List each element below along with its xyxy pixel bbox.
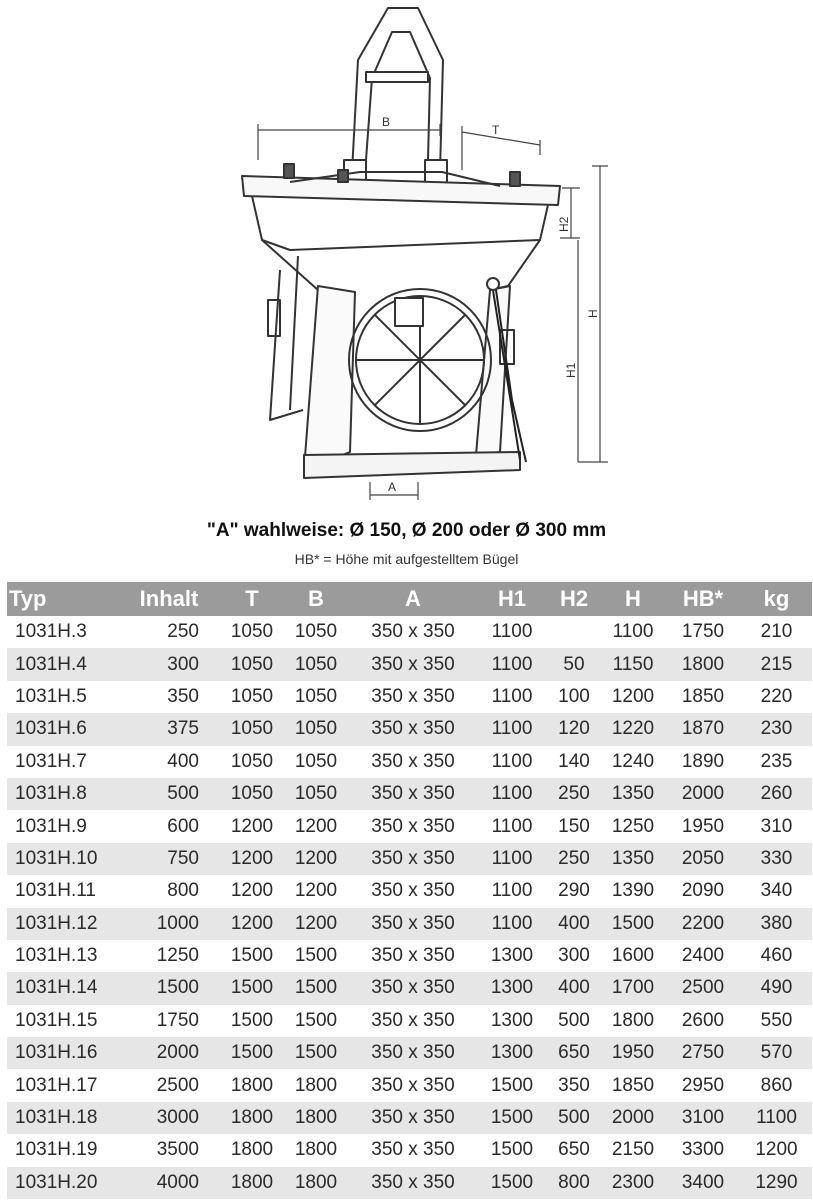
cell-inhalt: 600 xyxy=(167,815,199,837)
cell-hb: 2750 xyxy=(681,1042,725,1064)
cell-b: 1200 xyxy=(294,815,338,837)
cell-kg: 230 xyxy=(760,718,793,740)
cell-h2: 500 xyxy=(558,1009,590,1031)
cell-h: 1100 xyxy=(612,621,654,643)
cell-h1: 1100 xyxy=(491,783,533,805)
table-body xyxy=(7,616,812,1199)
cell-a: 350 x 350 xyxy=(371,1009,455,1031)
cell-h2: 140 xyxy=(558,750,590,772)
cell-inhalt: 750 xyxy=(167,847,199,869)
cell-t: 1200 xyxy=(230,880,274,902)
cell-inhalt: 2500 xyxy=(156,1074,199,1096)
cell-inhalt: 500 xyxy=(167,783,199,805)
cell-t: 1050 xyxy=(230,750,274,772)
cell-hb: 1850 xyxy=(681,685,725,707)
cell-b: 1050 xyxy=(294,718,338,740)
cell-hb: 2050 xyxy=(681,847,725,869)
cell-h: 2000 xyxy=(611,1107,655,1129)
cell-a: 350 x 350 xyxy=(371,815,455,837)
cell-kg: 330 xyxy=(760,847,793,869)
cell-h1: 1100 xyxy=(491,815,533,837)
cell-typ: 1031H.15 xyxy=(15,1009,98,1031)
table-row xyxy=(7,616,812,648)
cell-hb: 3100 xyxy=(681,1107,725,1129)
cell-h1: 1100 xyxy=(491,718,533,740)
cell-t: 1800 xyxy=(230,1139,274,1161)
cell-h: 1350 xyxy=(611,783,655,805)
cell-h2: 350 xyxy=(558,1074,590,1096)
cell-h: 1200 xyxy=(611,685,655,707)
cell-h1: 1100 xyxy=(491,653,533,675)
cell-h: 1220 xyxy=(611,718,655,740)
column-header-typ: Typ xyxy=(9,586,47,611)
cell-hb: 1750 xyxy=(681,621,725,643)
cell-inhalt: 300 xyxy=(167,653,199,675)
column-header-h2: H2 xyxy=(559,586,589,611)
cell-t: 1500 xyxy=(230,977,274,999)
cell-kg: 310 xyxy=(760,815,793,837)
cell-h: 1390 xyxy=(611,880,655,902)
cell-a: 350 x 350 xyxy=(371,945,455,967)
cell-typ: 1031H.11 xyxy=(15,880,96,902)
cell-hb: 2090 xyxy=(681,880,725,902)
table-row xyxy=(7,778,812,810)
column-header-b: B xyxy=(308,586,324,611)
cell-hb: 2000 xyxy=(681,783,725,805)
label-h1: H1 xyxy=(564,362,578,378)
cell-b: 1800 xyxy=(294,1107,338,1129)
cell-h1: 1100 xyxy=(491,912,533,934)
label-t: T xyxy=(492,123,500,137)
table-row xyxy=(7,681,812,713)
cell-inhalt: 250 xyxy=(167,621,199,643)
cell-t: 1200 xyxy=(230,912,274,934)
cell-t: 1200 xyxy=(230,815,274,837)
column-header-h1: H1 xyxy=(497,586,527,611)
cell-h2: 250 xyxy=(558,847,590,869)
cell-kg: 210 xyxy=(760,621,793,643)
cell-b: 1050 xyxy=(294,653,338,675)
column-header-h: H xyxy=(625,586,641,611)
cell-h: 2150 xyxy=(611,1139,655,1161)
cell-a: 350 x 350 xyxy=(371,847,455,869)
cell-a: 350 x 350 xyxy=(371,977,455,999)
cell-b: 1500 xyxy=(294,945,338,967)
cell-h2: 50 xyxy=(563,653,585,675)
hb-height-note: HB* = Höhe mit aufgestelltem Bügel xyxy=(294,551,519,567)
cell-typ: 1031H.16 xyxy=(15,1042,98,1064)
cell-h: 1500 xyxy=(611,912,655,934)
column-header-t: T xyxy=(245,586,259,611)
cell-typ: 1031H.20 xyxy=(15,1171,98,1193)
cell-inhalt: 375 xyxy=(167,718,199,740)
cell-h2: 400 xyxy=(558,977,590,999)
cell-t: 1500 xyxy=(230,945,274,967)
cell-kg: 235 xyxy=(760,750,793,772)
cell-t: 1050 xyxy=(230,653,274,675)
cell-kg: 860 xyxy=(760,1074,793,1096)
cell-a: 350 x 350 xyxy=(371,1042,455,1064)
label-a: A xyxy=(388,480,397,494)
cell-b: 1800 xyxy=(294,1139,338,1161)
cell-typ: 1031H.12 xyxy=(15,912,98,934)
cell-a: 350 x 350 xyxy=(371,750,455,772)
cell-a: 350 x 350 xyxy=(371,718,455,740)
table-row xyxy=(7,1134,812,1166)
table-row xyxy=(7,713,812,745)
cell-typ: 1031H.7 xyxy=(15,750,87,772)
cell-kg: 460 xyxy=(760,945,793,967)
cell-b: 1200 xyxy=(294,847,338,869)
cell-a: 350 x 350 xyxy=(371,1171,455,1193)
cell-h1: 1300 xyxy=(490,977,534,999)
concrete-bucket-drawing xyxy=(0,0,813,505)
cell-inhalt: 2000 xyxy=(156,1042,199,1064)
cell-t: 1050 xyxy=(230,783,274,805)
cell-h1: 1500 xyxy=(490,1139,534,1161)
cell-kg: 1100 xyxy=(756,1107,797,1129)
cell-h2: 300 xyxy=(558,945,590,967)
cell-inhalt: 4000 xyxy=(156,1171,199,1193)
cell-typ: 1031H.9 xyxy=(15,815,87,837)
cell-a: 350 x 350 xyxy=(371,1107,455,1129)
table-row xyxy=(7,1037,812,1069)
lifting-bail xyxy=(344,8,447,184)
cell-kg: 220 xyxy=(760,685,793,707)
cell-h: 1950 xyxy=(611,1042,655,1064)
cell-b: 1200 xyxy=(294,880,338,902)
cell-hb: 2400 xyxy=(681,945,725,967)
cell-h: 1800 xyxy=(611,1009,655,1031)
cell-h2: 150 xyxy=(558,815,590,837)
table-row xyxy=(7,908,812,940)
cell-t: 1500 xyxy=(230,1042,274,1064)
table-row xyxy=(7,972,812,1004)
cell-h1: 1100 xyxy=(491,880,533,902)
cell-inhalt: 800 xyxy=(167,880,199,902)
cell-h2: 290 xyxy=(558,880,590,902)
cell-hb: 1870 xyxy=(681,718,725,740)
cell-typ: 1031H.13 xyxy=(15,945,98,967)
cell-a: 350 x 350 xyxy=(371,1074,455,1096)
cell-hb: 3300 xyxy=(681,1139,725,1161)
cell-typ: 1031H.10 xyxy=(15,847,98,869)
cell-typ: 1031H.3 xyxy=(15,621,87,643)
cell-t: 1200 xyxy=(230,847,274,869)
cell-h1: 1500 xyxy=(490,1074,534,1096)
cell-hb: 2600 xyxy=(681,1009,725,1031)
cell-h2: 100 xyxy=(558,685,590,707)
cell-h: 1250 xyxy=(611,815,655,837)
cell-h: 1600 xyxy=(611,945,655,967)
table-row xyxy=(7,810,812,842)
cell-typ: 1031H.18 xyxy=(15,1107,98,1129)
cell-t: 1500 xyxy=(230,1009,274,1031)
cell-hb: 1800 xyxy=(681,653,725,675)
cell-typ: 1031H.17 xyxy=(15,1074,98,1096)
cell-h1: 1100 xyxy=(491,685,533,707)
cell-h1: 1300 xyxy=(490,945,534,967)
cell-kg: 550 xyxy=(760,1009,793,1031)
cell-b: 1800 xyxy=(294,1171,338,1193)
label-b: B xyxy=(382,115,391,129)
table-row xyxy=(7,843,812,875)
cell-hb: 2500 xyxy=(681,977,725,999)
cell-h1: 1500 xyxy=(490,1107,534,1129)
cell-h: 1240 xyxy=(611,750,655,772)
cell-inhalt: 1750 xyxy=(156,1009,199,1031)
cell-h: 2300 xyxy=(611,1171,655,1193)
cell-a: 350 x 350 xyxy=(371,685,455,707)
cell-h2: 650 xyxy=(558,1042,590,1064)
cell-inhalt: 3000 xyxy=(156,1107,199,1129)
cell-b: 1500 xyxy=(294,1009,338,1031)
cell-inhalt: 1250 xyxy=(156,945,199,967)
cell-hb: 1950 xyxy=(681,815,725,837)
cell-typ: 1031H.6 xyxy=(15,718,87,740)
cell-t: 1800 xyxy=(230,1074,274,1096)
cell-a: 350 x 350 xyxy=(371,653,455,675)
cell-a: 350 x 350 xyxy=(371,783,455,805)
cell-kg: 260 xyxy=(760,783,793,805)
cell-h1: 1300 xyxy=(490,1009,534,1031)
table-row xyxy=(7,648,812,680)
cell-h1: 1300 xyxy=(490,1042,534,1064)
cell-b: 1050 xyxy=(294,750,338,772)
label-h: H xyxy=(586,309,600,318)
table-row xyxy=(7,1167,812,1199)
table-row xyxy=(7,1102,812,1134)
cell-t: 1050 xyxy=(230,718,274,740)
cell-h1: 1100 xyxy=(491,621,533,643)
cell-kg: 215 xyxy=(760,653,793,675)
cell-a: 350 x 350 xyxy=(371,912,455,934)
cell-h: 1150 xyxy=(612,653,654,675)
cell-typ: 1031H.8 xyxy=(15,783,87,805)
cell-h2: 650 xyxy=(558,1139,590,1161)
cell-inhalt: 1500 xyxy=(156,977,199,999)
cell-b: 1200 xyxy=(294,912,338,934)
cell-h1: 1500 xyxy=(490,1171,534,1193)
cell-h2: 800 xyxy=(558,1171,590,1193)
cell-hb: 1890 xyxy=(681,750,725,772)
table-header-row xyxy=(7,582,812,616)
specification-table xyxy=(7,582,812,1199)
cell-b: 1800 xyxy=(294,1074,338,1096)
cell-t: 1050 xyxy=(230,621,274,643)
table-row xyxy=(7,940,812,972)
cell-a: 350 x 350 xyxy=(371,880,455,902)
opening-option-note: "A" wahlweise: Ø 150, Ø 200 oder Ø 300 mm xyxy=(206,520,607,541)
cell-h2 xyxy=(547,616,601,648)
table-row xyxy=(7,1005,812,1037)
column-header-inhalt: Inhalt xyxy=(139,586,199,611)
cell-h2: 400 xyxy=(558,912,590,934)
cell-t: 1800 xyxy=(230,1107,274,1129)
cell-typ: 1031H.19 xyxy=(15,1139,98,1161)
cell-inhalt: 3500 xyxy=(156,1139,199,1161)
cell-t: 1800 xyxy=(230,1171,274,1193)
label-h2: H2 xyxy=(557,216,571,232)
cell-hb: 2200 xyxy=(681,912,725,934)
cell-a: 350 x 350 xyxy=(371,1139,455,1161)
column-header-kg: kg xyxy=(763,586,790,611)
cell-h: 1850 xyxy=(611,1074,655,1096)
cell-h: 1700 xyxy=(611,977,655,999)
cell-b: 1050 xyxy=(294,783,338,805)
cell-inhalt: 1000 xyxy=(156,912,199,934)
column-header-hb: HB* xyxy=(682,586,724,611)
cell-kg: 490 xyxy=(760,977,793,999)
cell-kg: 340 xyxy=(760,880,793,902)
cell-b: 1500 xyxy=(294,1042,338,1064)
cell-h2: 500 xyxy=(558,1107,590,1129)
cell-kg: 380 xyxy=(760,912,793,934)
cell-b: 1050 xyxy=(294,621,338,643)
cell-h2: 120 xyxy=(558,718,590,740)
cell-h1: 1100 xyxy=(491,750,533,772)
cell-kg: 1200 xyxy=(755,1139,798,1161)
cell-h1: 1100 xyxy=(491,847,533,869)
table-row xyxy=(7,746,812,778)
column-header-a: A xyxy=(405,586,421,611)
table-row xyxy=(7,875,812,907)
cell-h2: 250 xyxy=(558,783,590,805)
cell-kg: 570 xyxy=(760,1042,793,1064)
table-row xyxy=(7,1069,812,1101)
cell-a: 350 x 350 xyxy=(371,621,455,643)
cell-t: 1050 xyxy=(230,685,274,707)
cell-kg: 1290 xyxy=(755,1171,798,1193)
cell-h: 1350 xyxy=(611,847,655,869)
cell-hb: 2950 xyxy=(681,1074,725,1096)
cell-b: 1500 xyxy=(294,977,338,999)
cell-hb: 3400 xyxy=(681,1171,725,1193)
cell-typ: 1031H.5 xyxy=(15,685,87,707)
cell-inhalt: 350 xyxy=(167,685,199,707)
cell-typ: 1031H.4 xyxy=(15,653,87,675)
cell-inhalt: 400 xyxy=(167,750,199,772)
cell-b: 1050 xyxy=(294,685,338,707)
cell-typ: 1031H.14 xyxy=(15,977,98,999)
